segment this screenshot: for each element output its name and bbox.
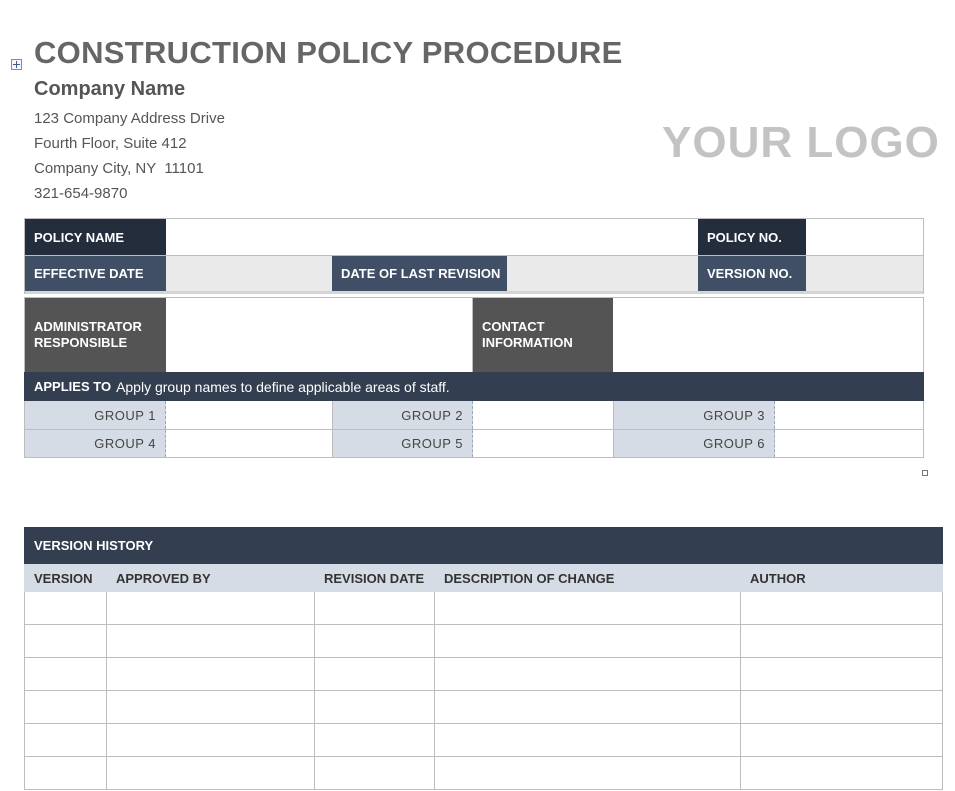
policy-no-field[interactable] bbox=[806, 219, 923, 255]
group-2-field[interactable] bbox=[473, 401, 613, 429]
version-history-cell[interactable] bbox=[434, 691, 740, 724]
address-line-1: 123 Company Address Drive bbox=[34, 110, 225, 127]
group-6-label: GROUP 6 bbox=[614, 430, 775, 457]
version-history-cell[interactable] bbox=[24, 625, 106, 658]
version-history-cell[interactable] bbox=[24, 658, 106, 691]
group-4-label: GROUP 4 bbox=[25, 430, 166, 457]
version-history-cell[interactable] bbox=[314, 658, 434, 691]
group-3-label: GROUP 3 bbox=[614, 401, 775, 429]
version-history-cell[interactable] bbox=[314, 757, 434, 790]
group-3-field[interactable] bbox=[775, 401, 923, 429]
administrator-label-line-2: RESPONSIBLE bbox=[34, 335, 128, 350]
version-history-cell[interactable] bbox=[740, 592, 943, 625]
administrator-responsible-field[interactable] bbox=[166, 298, 472, 372]
group-1-label: GROUP 1 bbox=[25, 401, 166, 429]
version-history-cell[interactable] bbox=[434, 592, 740, 625]
table-move-handle-icon[interactable] bbox=[11, 59, 22, 70]
version-history-cell[interactable] bbox=[106, 724, 314, 757]
phone-number: 321-654-9870 bbox=[34, 185, 128, 202]
applies-to-bar bbox=[24, 372, 924, 401]
group-col-divider bbox=[613, 401, 614, 457]
group-5-label: GROUP 5 bbox=[333, 430, 473, 457]
table-resize-handle-icon[interactable] bbox=[922, 470, 928, 476]
version-no-label: VERSION NO. bbox=[698, 256, 806, 291]
version-history-cell[interactable] bbox=[314, 592, 434, 625]
contact-information-field[interactable] bbox=[613, 298, 923, 372]
group-2-label: GROUP 2 bbox=[333, 401, 473, 429]
version-history-cell[interactable] bbox=[740, 625, 943, 658]
address-line-2: Fourth Floor, Suite 412 bbox=[34, 135, 187, 152]
version-history-cell[interactable] bbox=[740, 658, 943, 691]
applies-to-text: Apply group names to define applicable areas of staff. bbox=[116, 378, 450, 395]
version-no-field[interactable] bbox=[806, 256, 923, 291]
column-divider bbox=[472, 298, 473, 372]
policy-name-label: POLICY NAME bbox=[25, 219, 166, 255]
version-history-cell[interactable] bbox=[434, 724, 740, 757]
version-history-cell[interactable] bbox=[106, 592, 314, 625]
administrator-responsible-label bbox=[25, 298, 166, 372]
version-history-cell[interactable] bbox=[434, 625, 740, 658]
date-of-last-revision-label: DATE OF LAST REVISION bbox=[332, 256, 507, 291]
effective-date-label: EFFECTIVE DATE bbox=[25, 256, 166, 291]
version-history-cell[interactable] bbox=[24, 592, 106, 625]
applies-to-label: APPLIES TO bbox=[34, 379, 112, 394]
version-history-title: VERSION HISTORY bbox=[24, 527, 943, 564]
version-history-cell[interactable] bbox=[24, 691, 106, 724]
version-history-cell[interactable] bbox=[106, 757, 314, 790]
contact-label-line-1: CONTACT bbox=[482, 319, 545, 334]
column-header-description-of-change: DESCRIPTION OF CHANGE bbox=[434, 564, 740, 592]
group-6-field[interactable] bbox=[775, 430, 923, 457]
version-history-cell[interactable] bbox=[740, 757, 943, 790]
policy-no-label: POLICY NO. bbox=[698, 219, 806, 255]
group-1-field[interactable] bbox=[166, 401, 332, 429]
section-divider bbox=[25, 291, 923, 294]
group-4-field[interactable] bbox=[166, 430, 332, 457]
version-history-cell[interactable] bbox=[740, 691, 943, 724]
column-header-approved-by: APPROVED BY bbox=[106, 564, 314, 592]
contact-information-label bbox=[473, 298, 613, 372]
version-history-cell[interactable] bbox=[434, 658, 740, 691]
logo-placeholder: YOUR LOGO bbox=[662, 118, 940, 167]
company-name: Company Name bbox=[34, 78, 186, 100]
version-history-cell[interactable] bbox=[24, 724, 106, 757]
group-5-field[interactable] bbox=[473, 430, 613, 457]
version-history-cell[interactable] bbox=[434, 757, 740, 790]
version-history-cell[interactable] bbox=[740, 724, 943, 757]
version-history-cell[interactable] bbox=[106, 691, 314, 724]
address-line-3: Company City, NY 11101 bbox=[34, 160, 204, 177]
column-header-author: AUTHOR bbox=[740, 564, 943, 592]
column-header-version: VERSION bbox=[24, 564, 106, 592]
page-title: CONSTRUCTION POLICY PROCEDURE bbox=[34, 35, 623, 70]
version-history-cell[interactable] bbox=[106, 658, 314, 691]
version-history-cell[interactable] bbox=[314, 691, 434, 724]
group-col-divider bbox=[332, 401, 333, 457]
version-history-cell[interactable] bbox=[314, 625, 434, 658]
effective-date-field[interactable] bbox=[166, 256, 332, 291]
version-history-cell[interactable] bbox=[24, 757, 106, 790]
column-header-revision-date: REVISION DATE bbox=[314, 564, 434, 592]
contact-label-line-2: INFORMATION bbox=[482, 335, 573, 350]
policy-name-field[interactable] bbox=[166, 219, 698, 255]
date-of-last-revision-field[interactable] bbox=[507, 256, 698, 291]
version-history-cell[interactable] bbox=[314, 724, 434, 757]
version-history-cell[interactable] bbox=[106, 625, 314, 658]
administrator-label-line-1: ADMINISTRATOR bbox=[34, 319, 142, 334]
